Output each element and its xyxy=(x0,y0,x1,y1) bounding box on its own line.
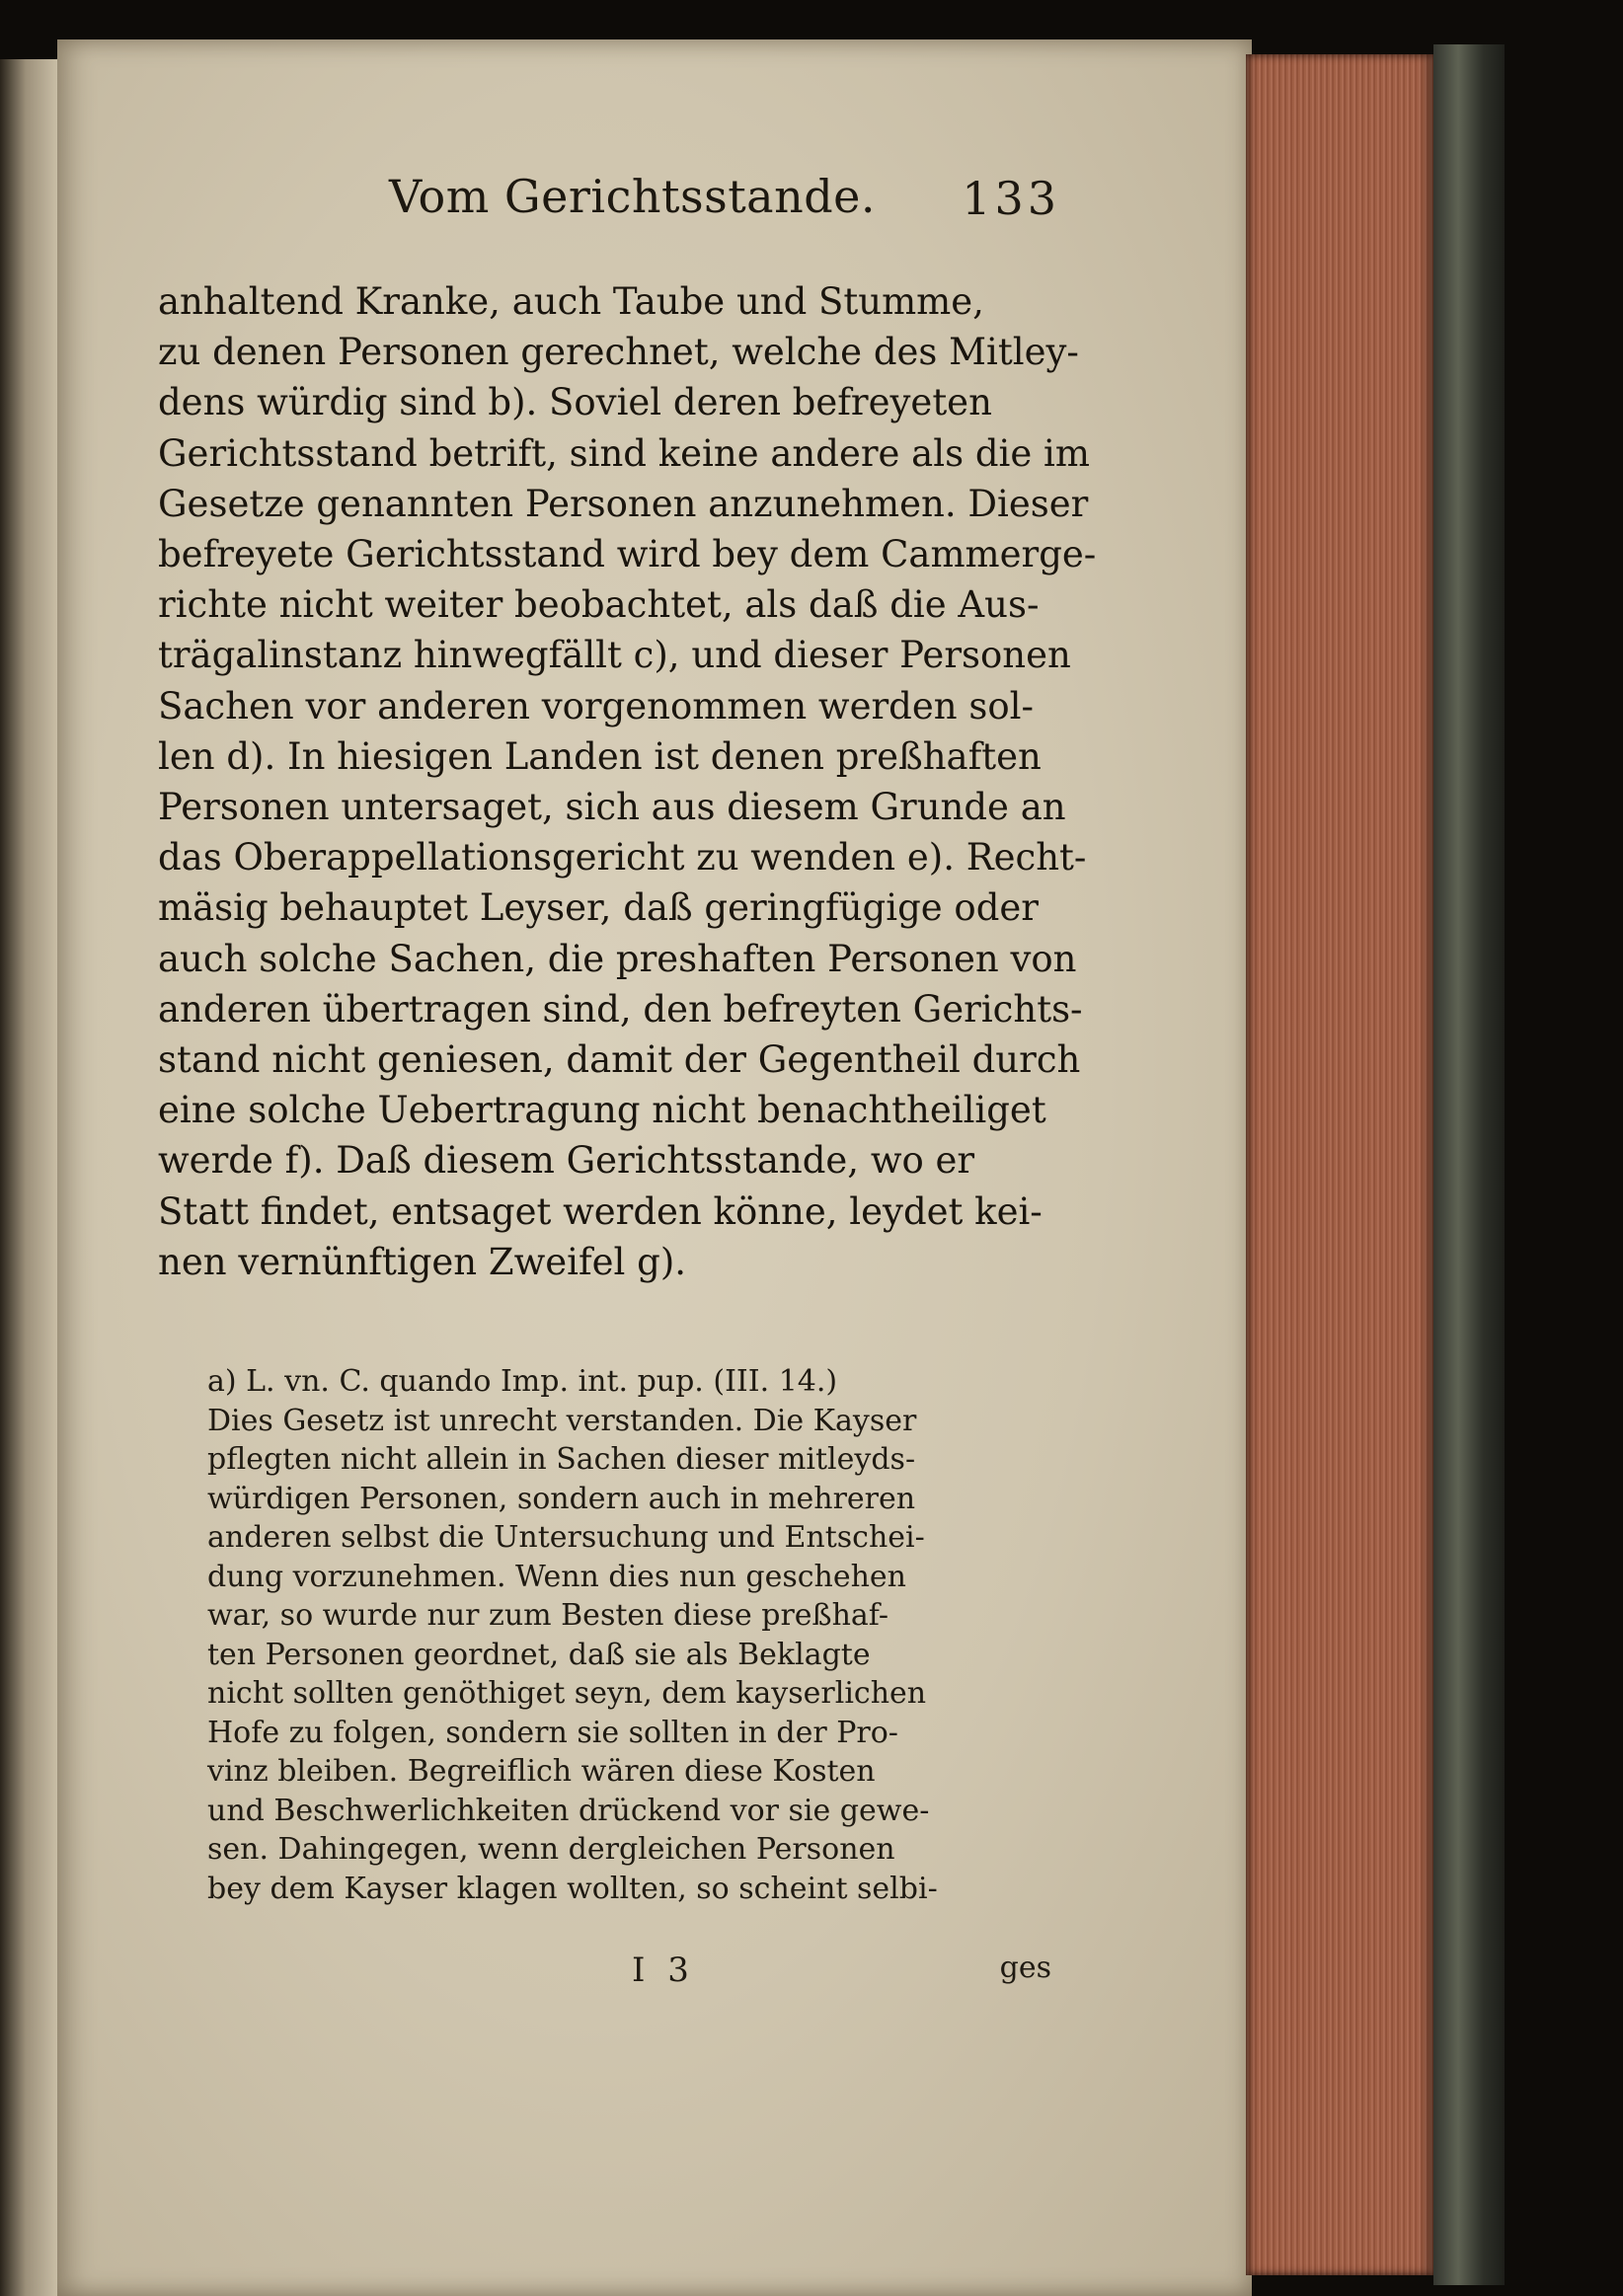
book-cover xyxy=(1433,44,1505,2285)
text-line: befreyete Gerichtsstand wird bey dem Cammerge- xyxy=(158,533,1097,576)
text-line: zu denen Personen gerechnet, welche des Mitley- xyxy=(158,331,1079,374)
text-line: anderen übertragen sind, den befreyten Gerichts- xyxy=(158,987,1083,1031)
text-line: Personen untersaget, sich aus diesem Grunde an xyxy=(158,786,1066,829)
footnote-line: Hofe zu folgen, sondern sie sollten in der Pro- xyxy=(207,1715,898,1750)
text-line: richte nicht weiter beobachtet, als daß die Aus- xyxy=(158,583,1040,627)
text-line: trägalinstanz hinwegfällt c), und dieser Personen xyxy=(158,634,1071,677)
running-title: Vom Gerichtsstande. xyxy=(389,170,877,223)
text-line: Statt findet, entsaget werden könne, leydet kei- xyxy=(158,1189,1043,1233)
footnote-line: nicht sollten genöthiget seyn, dem kayserlichen xyxy=(207,1676,927,1711)
footnote-line: und Beschwerlichkeiten drückend vor sie gewe- xyxy=(207,1793,930,1828)
footnote-line: vinz bleiben. Begreiflich wären diese Kosten xyxy=(207,1754,876,1789)
footnotes xyxy=(207,1362,1056,1908)
text-line: stand nicht geniesen, damit der Gegentheil durch xyxy=(158,1038,1081,1082)
text-line: eine solche Uebertragung nicht benachtheiliget xyxy=(158,1089,1046,1132)
footnote-line: pflegten nicht allein in Sachen dieser mitleyds- xyxy=(207,1442,916,1477)
page-number: 133 xyxy=(962,172,1060,225)
left-page-edge xyxy=(0,59,57,2296)
text-line: auch solche Sachen, die preshaften Personen von xyxy=(158,937,1077,980)
footnote-line: war, so wurde nur zum Besten diese preßhaf- xyxy=(207,1598,889,1633)
footnote-line: würdigen Personen, sondern auch in mehreren xyxy=(207,1481,916,1516)
footnote-line: sen. Dahingegen, wenn dergleichen Personen xyxy=(207,1832,895,1867)
text-line: mäsig behauptet Leyser, daß geringfügige oder xyxy=(158,886,1039,930)
page-footer xyxy=(158,1951,1051,2000)
page-header xyxy=(389,170,1060,239)
text-line: Gesetze genannten Personen anzunehmen. Dieser xyxy=(158,482,1089,525)
signature-mark: I 3 xyxy=(632,1951,695,1990)
text-line: len d). In hiesigen Landen ist denen preßhaften xyxy=(158,734,1042,778)
page-block-edge xyxy=(1246,54,1433,2275)
text-line: Sachen vor anderen vorgenommen werden sol- xyxy=(158,684,1034,727)
text-line: das Oberappellationsgericht zu wenden e). Recht- xyxy=(158,836,1087,880)
footnote-line: Dies Gesetz ist unrecht verstanden. Die Kayser xyxy=(207,1403,917,1438)
footnote-line: bey dem Kayser klagen wollten, so scheint selbi- xyxy=(207,1871,938,1906)
text-line: werde f). Daß diesem Gerichtsstande, wo er xyxy=(158,1139,975,1183)
footnote-line: anderen selbst die Untersuchung und Entschei- xyxy=(207,1520,925,1555)
footnote-line: a) L. vn. C. quando Imp. int. pup. (III. 14.) xyxy=(207,1364,838,1399)
text-line: anhaltend Kranke, auch Taube und Stumme, xyxy=(158,280,984,323)
text-line: nen vernünftigen Zweifel g). xyxy=(158,1240,687,1283)
catchword: ges xyxy=(999,1951,1051,1985)
main-text xyxy=(158,276,1097,1287)
text-line: dens würdig sind b). Soviel deren befreyeten xyxy=(158,381,992,424)
text-line: Gerichtsstand betrift, sind keine andere als die im xyxy=(158,431,1090,475)
footnote-line: dung vorzunehmen. Wenn dies nun geschehen xyxy=(207,1559,906,1594)
footnote-line: ten Personen geordnet, daß sie als Beklagte xyxy=(207,1637,871,1672)
